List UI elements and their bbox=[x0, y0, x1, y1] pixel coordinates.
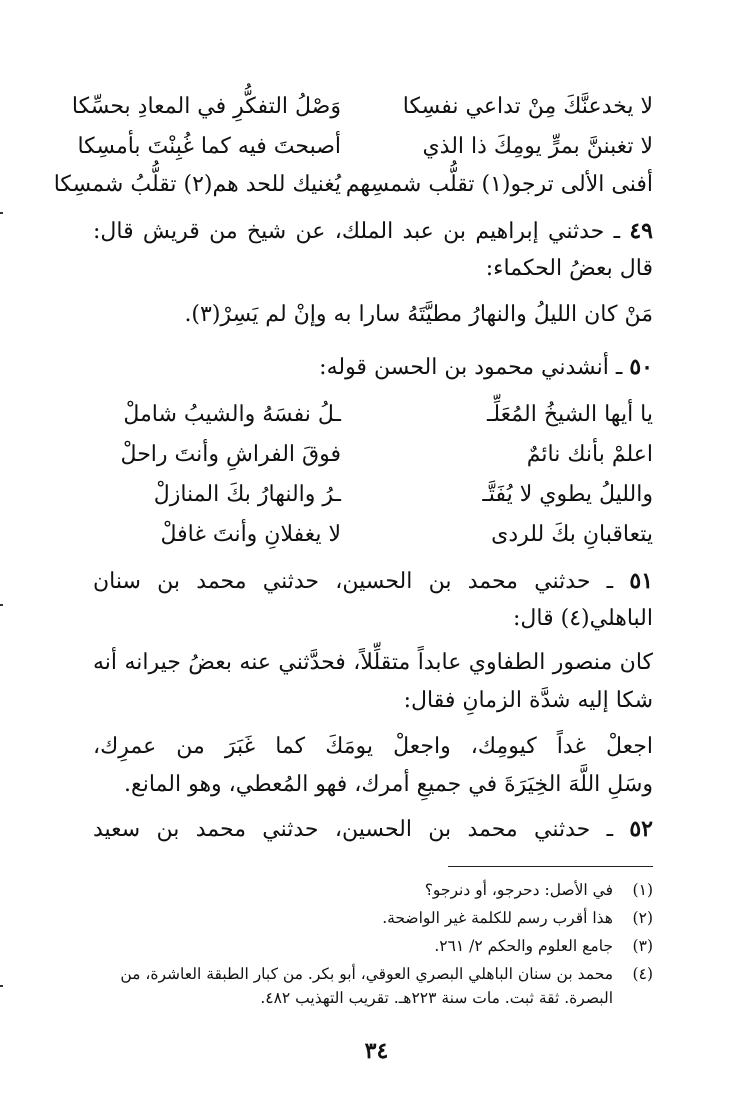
section-51-para1: كان منصور الطفاوي عابداً متقلِّلاً، فحدَّثني عنه بعضُ جيرانه أنه bbox=[93, 650, 653, 675]
verse-hemistich-right: أفنى الألى ترجو(١) تقلُّب شمسِهم bbox=[345, 172, 653, 197]
section-number: ٥١ bbox=[629, 568, 654, 594]
section-number: ٥٢ bbox=[629, 816, 653, 842]
section-52-text: ـ حدثني محمد بن الحسين، حدثني محمد بن سعيد bbox=[93, 817, 614, 842]
section-49-quote: مَنْ كان الليلُ والنهارُ مطيَّتَهُ سارا به وإنْ لم يَسِرْ(٣). bbox=[184, 302, 653, 327]
section-number: ٤٩ bbox=[629, 218, 653, 244]
verse-hemistich-right: يا أيها الشيخُ المُعَلِّـ bbox=[486, 402, 653, 427]
section-49-text: ـ حدثني إبراهيم بن عبد الملك، عن شيخ من قريش قال: bbox=[93, 219, 621, 244]
verse-hemistich-right: والليلُ يطوي لا يُفَتَّـ bbox=[482, 482, 653, 507]
verse-hemistich-right: لا تغبننَّ بمرٍّ يومِكَ ذا الذي bbox=[422, 134, 653, 159]
footnote-mark: (٢) bbox=[632, 909, 653, 927]
scan-mark bbox=[0, 985, 3, 987]
verse-hemistich-left: يُغنيك للحد هم(٢) تقلُّبُ شمسِكا bbox=[53, 172, 341, 197]
page-number: ٣٤ bbox=[364, 1038, 389, 1064]
scan-mark bbox=[0, 212, 3, 214]
footnote-mark: (٤) bbox=[632, 965, 653, 983]
footnote-text: هذا أقرب رسم للكلمة غير الواضحة. bbox=[382, 909, 613, 927]
section-50-text: ـ أنشدني محمود بن الحسن قوله: bbox=[319, 355, 623, 380]
footnote-text: في الأصل: دحرجو، أو دنرجو؟ bbox=[424, 881, 613, 899]
section-49-line2: قال بعضُ الحكماء: bbox=[485, 256, 653, 281]
verse-hemistich-left: أصبحتَ فيه كما غُبِنْتَ بأمسِكا bbox=[77, 134, 341, 159]
section-51-quote1: اجعلْ غداً كيومِك، واجعلْ يومَكَ كما غَبَرَ من عمرِك، bbox=[93, 734, 653, 759]
footnote-mark: (١) bbox=[632, 881, 653, 899]
section-51-para2: شكا إليه شدَّة الزمانِ فقال: bbox=[403, 688, 653, 713]
verse-hemistich-right: اعلمْ بأنك نائمٌ bbox=[526, 442, 653, 467]
section-49-line1 bbox=[93, 216, 653, 247]
footnote-text: محمد بن سنان الباهلي البصري العوقي، أبو بكر. من كبار الطبقة العاشرة، من البصرة. ثقة ثبت. مات سنة ٢٢٣هـ. تقريب التهذيب ٤٨٢. bbox=[120, 965, 613, 1007]
verse-hemistich-left: لا يغفلانِ وأنتَ غافلْ bbox=[160, 522, 341, 547]
footnote-mark: (٣) bbox=[632, 937, 653, 955]
footnote-divider bbox=[448, 866, 653, 867]
section-51-line1 bbox=[93, 566, 653, 597]
verse-hemistich-right: لا يخدعنَّكَ مِنْ تداعي نفسِكا bbox=[402, 94, 653, 119]
verse-hemistich-right: يتعاقبانِ بكَ للردى bbox=[491, 522, 653, 547]
verse-hemistich-left: ـلُ نفسَهُ والشيبُ شاملْ bbox=[123, 402, 341, 427]
verse-hemistich-left: ـرُ والنهارُ بكَ المنازلْ bbox=[153, 482, 341, 507]
scan-mark bbox=[0, 604, 3, 606]
section-51-text: ـ حدثني محمد بن الحسين، حدثني محمد بن سنان bbox=[93, 569, 614, 594]
footnote-text: جامع العلوم والحكم ٢/ ٢٦١. bbox=[434, 937, 613, 955]
verse-hemistich-left: وَصْلُ التفكُّرِ في المعادِ بحسِّكا bbox=[71, 94, 341, 119]
section-50-intro bbox=[93, 352, 653, 383]
verse-hemistich-left: فوقَ الفراشِ وأنتَ راحلْ bbox=[120, 442, 341, 467]
section-number: ٥٠ bbox=[629, 354, 653, 380]
section-51-line2: الباهلي(٤) قال: bbox=[513, 606, 653, 631]
section-51-quote2: وسَلِ اللَّهَ الخِيَرَةَ في جميعِ أمرك، فهو المُعطي، وهو المانع. bbox=[124, 772, 653, 797]
section-52-line1 bbox=[93, 814, 653, 845]
